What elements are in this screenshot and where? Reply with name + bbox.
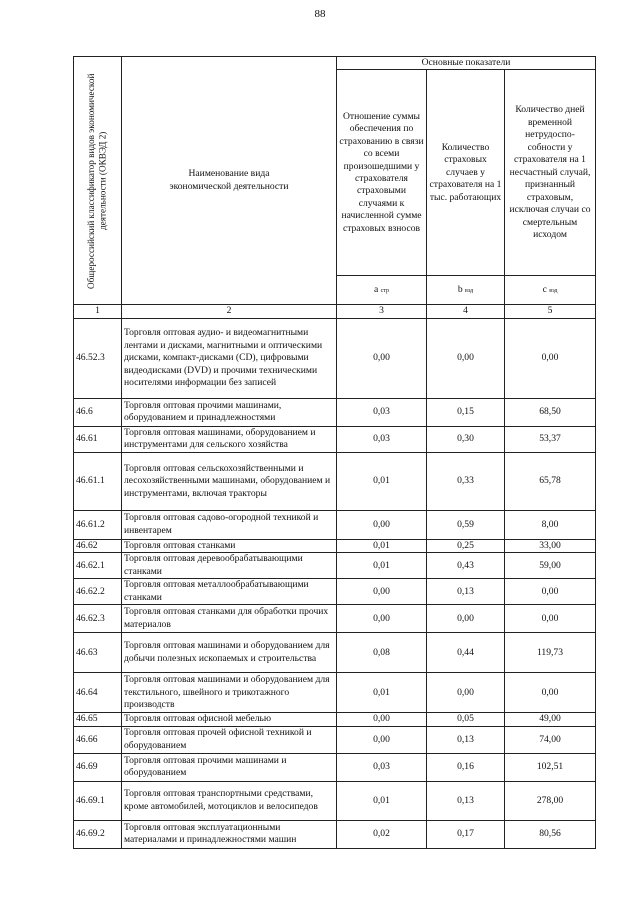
activity-name-cell: Торговля оптовая офисной мебелью [122, 713, 337, 726]
header-col-b: Количество страховых случаев у страхователя на 1 тыс. работающих [427, 70, 505, 276]
indicator-c-cell: 68,50 [505, 398, 596, 426]
header-symbol-b: b вэд [427, 276, 505, 305]
indicator-c-cell: 102,51 [505, 753, 596, 781]
indicator-c-cell: 33,00 [505, 539, 596, 552]
table-row [74, 726, 596, 753]
header-col-c: Количество дней временной нетрудоспо-собности у страхователя на 1 несчастный случай, признанный страховым, исключая случаи со смертельным исходом [505, 70, 596, 276]
column-number-4: 4 [427, 305, 505, 318]
header-symbol-c: c вэд [505, 276, 596, 305]
indicator-b-cell: 0,44 [427, 633, 505, 673]
indicator-b-cell: 0,33 [427, 452, 505, 510]
indicator-a-cell: 0,00 [337, 579, 427, 605]
okved-code-cell: 46.69.1 [74, 781, 122, 820]
column-number-2: 2 [122, 305, 337, 318]
okved-code-cell: 46.62.2 [74, 579, 122, 605]
indicator-a-cell: 0,03 [337, 426, 427, 452]
activity-name-cell: Торговля оптовая станками [122, 539, 337, 552]
table-row [74, 539, 596, 552]
header-code-column [74, 57, 122, 305]
table-row [74, 781, 596, 820]
indicator-a-cell: 0,03 [337, 753, 427, 781]
indicator-a-cell: 0,00 [337, 318, 427, 398]
activity-name-cell: Торговля оптовая прочими машинами, оборудованием и принадлежностями [122, 398, 337, 426]
indicator-c-cell: 0,00 [505, 605, 596, 633]
okved-code-cell: 46.63 [74, 633, 122, 673]
okved-code-cell: 46.61 [74, 426, 122, 452]
indicator-a-cell: 0,00 [337, 726, 427, 753]
indicator-b-cell: 0,59 [427, 510, 505, 539]
activity-name-cell: Торговля оптовая машинами и оборудованием для добычи полезных ископаемых и строительства [122, 633, 337, 673]
okved-code-cell: 46.62.1 [74, 553, 122, 579]
indicator-b-cell: 0,25 [427, 539, 505, 552]
indicator-c-cell: 8,00 [505, 510, 596, 539]
indicator-b-cell: 0,13 [427, 781, 505, 820]
table-row [74, 318, 596, 398]
indicators-table [73, 56, 596, 849]
indicator-a-cell: 0,08 [337, 633, 427, 673]
indicator-c-cell: 0,00 [505, 673, 596, 713]
indicator-a-cell: 0,01 [337, 553, 427, 579]
activity-name-cell: Торговля оптовая аудио- и видеомагнитными лентами и дисками, магнитными и оптическими дисками, компакт-дисками (CD), цифровыми видеодисками (DVD) и прочими техническими носителями информации без записей [122, 318, 337, 398]
okved-code-cell: 46.62.3 [74, 605, 122, 633]
activity-name-cell: Торговля оптовая эксплуатационными материалами и принадлежностями машин [122, 820, 337, 848]
indicator-b-cell: 0,43 [427, 553, 505, 579]
header-col-a: Отношение суммы обеспечения по страхованию в связи со всеми произошедшими у страхователя страховыми случаями к начисленной сумме страховых взносов [337, 70, 427, 276]
table-row [74, 510, 596, 539]
table-row [74, 633, 596, 673]
header-symbol-a: a стр [337, 276, 427, 305]
table-row [74, 820, 596, 848]
activity-name-cell: Торговля оптовая транспортными средствами, кроме автомобилей, мотоциклов и велосипедов [122, 781, 337, 820]
indicator-c-cell: 59,00 [505, 553, 596, 579]
okved-code-cell: 46.69 [74, 753, 122, 781]
indicator-a-cell: 0,01 [337, 781, 427, 820]
activity-name-cell: Торговля оптовая прочей офисной техникой и оборудованием [122, 726, 337, 753]
table-row [74, 753, 596, 781]
indicator-c-cell: 49,00 [505, 713, 596, 726]
activity-name-cell: Торговля оптовая машинами, оборудованием и инструментами для сельского хозяйства [122, 426, 337, 452]
okved-code-cell: 46.61.2 [74, 510, 122, 539]
okved-code-cell: 46.62 [74, 539, 122, 552]
okved-code-cell: 46.66 [74, 726, 122, 753]
activity-name-cell: Торговля оптовая машинами и оборудованием для текстильного, швейного и трикотажного производств [122, 673, 337, 713]
indicator-a-cell: 0,00 [337, 713, 427, 726]
activity-name-cell: Торговля оптовая прочими машинами и оборудованием [122, 753, 337, 781]
indicator-b-cell: 0,00 [427, 673, 505, 713]
table-row [74, 553, 596, 579]
indicator-c-cell: 278,00 [505, 781, 596, 820]
header-group-main-indicators: Основные показатели [337, 57, 596, 70]
table-row [74, 426, 596, 452]
column-number-5: 5 [505, 305, 596, 318]
okved-code-cell: 46.6 [74, 398, 122, 426]
activity-name-cell: Торговля оптовая станками для обработки прочих материалов [122, 605, 337, 633]
table-row [74, 605, 596, 633]
indicator-c-cell: 119,73 [505, 633, 596, 673]
indicator-a-cell: 0,00 [337, 605, 427, 633]
indicator-b-cell: 0,15 [427, 398, 505, 426]
okved-code-cell: 46.65 [74, 713, 122, 726]
okved-code-cell: 46.64 [74, 673, 122, 713]
okved-code-cell: 46.52.3 [74, 318, 122, 398]
indicator-c-cell: 0,00 [505, 579, 596, 605]
header-name-column: Наименование вида экономической деятельности [122, 57, 337, 305]
indicator-b-cell: 0,17 [427, 820, 505, 848]
indicator-b-cell: 0,16 [427, 753, 505, 781]
column-number-3: 3 [337, 305, 427, 318]
table-row [74, 579, 596, 605]
column-number-1: 1 [74, 305, 122, 318]
activity-name-cell: Торговля оптовая сельскохозяйственными и лесохозяйственными машинами, оборудованием и инструментами, включая тракторы [122, 452, 337, 510]
okved-code-cell: 46.69.2 [74, 820, 122, 848]
header-code-label: Общероссийский классификатор видов экономической деятельности (ОКВЭД 2) [85, 73, 107, 289]
indicator-a-cell: 0,02 [337, 820, 427, 848]
indicator-a-cell: 0,01 [337, 539, 427, 552]
indicator-c-cell: 74,00 [505, 726, 596, 753]
indicator-c-cell: 0,00 [505, 318, 596, 398]
indicator-c-cell: 53,37 [505, 426, 596, 452]
indicator-b-cell: 0,00 [427, 605, 505, 633]
table-row [74, 398, 596, 426]
indicator-c-cell: 65,78 [505, 452, 596, 510]
indicator-b-cell: 0,13 [427, 726, 505, 753]
indicator-b-cell: 0,13 [427, 579, 505, 605]
table-row [74, 713, 596, 726]
indicator-b-cell: 0,30 [427, 426, 505, 452]
indicator-a-cell: 0,01 [337, 673, 427, 713]
page-number: 88 [314, 8, 326, 20]
table-row [74, 673, 596, 713]
activity-name-cell: Торговля оптовая садово-огородной техникой и инвентарем [122, 510, 337, 539]
indicator-c-cell: 80,56 [505, 820, 596, 848]
okved-code-cell: 46.61.1 [74, 452, 122, 510]
activity-name-cell: Торговля оптовая металлообрабатывающими станками [122, 579, 337, 605]
indicator-b-cell: 0,00 [427, 318, 505, 398]
table-row [74, 452, 596, 510]
activity-name-cell: Торговля оптовая деревообрабатывающими станками [122, 553, 337, 579]
indicator-a-cell: 0,01 [337, 452, 427, 510]
indicator-a-cell: 0,03 [337, 398, 427, 426]
indicator-a-cell: 0,00 [337, 510, 427, 539]
indicator-b-cell: 0,05 [427, 713, 505, 726]
